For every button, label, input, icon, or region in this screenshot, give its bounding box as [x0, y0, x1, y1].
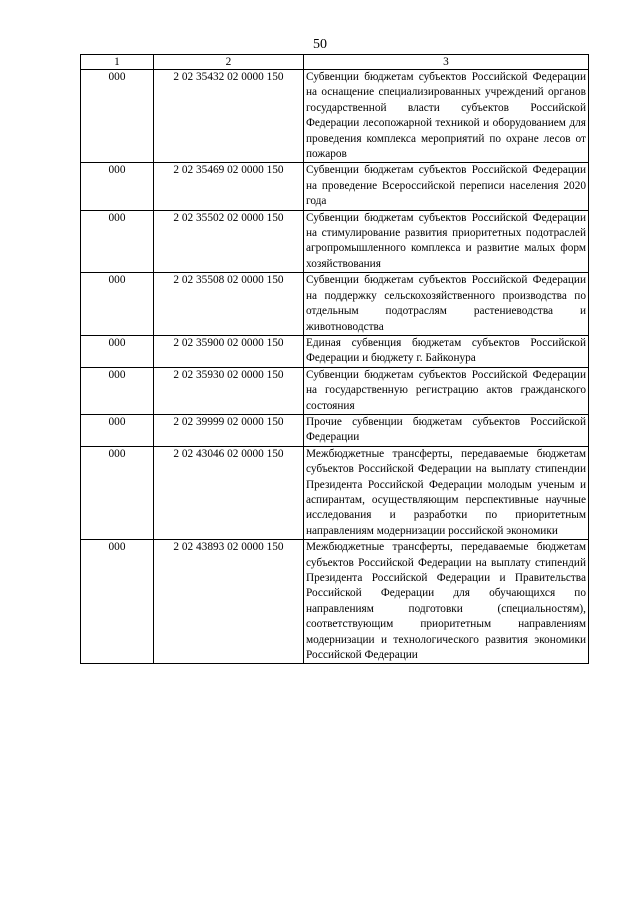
revenue-name-cell: Субвенции бюджетам субъектов Российской Федерации на стимулирование развития приоритетных подотраслей агропромышленного комплекса и развитие малых форм хозяйствования [304, 210, 589, 273]
table-row [81, 163, 589, 210]
admin-code-cell: 000 [81, 446, 154, 539]
budget-code-cell: 2 02 39999 02 0000 150 [154, 414, 304, 446]
budget-code-cell: 2 02 35900 02 0000 150 [154, 335, 304, 367]
budget-code-cell: 2 02 35469 02 0000 150 [154, 163, 304, 210]
revenue-name-cell: Межбюджетные трансферты, передаваемые бюджетам субъектов Российской Федерации на выплату стипендии Президента Российской Федерации молодым ученым и аспирантам, осуществляющим перспективные научные исследования и разработки по приоритетным направлениям модернизации российской экономики [304, 446, 589, 539]
table-body [81, 70, 589, 664]
table-row [81, 210, 589, 273]
header-row [81, 55, 589, 70]
admin-code-cell: 000 [81, 210, 154, 273]
revenue-name-cell: Субвенции бюджетам субъектов Российской Федерации на проведение Всероссийской переписи населения 2020 года [304, 163, 589, 210]
revenue-name-cell: Субвенции бюджетам субъектов Российской Федерации на оснащение специализированных учреждений органов государственной власти субъектов Российской Федерации лесопожарной техникой и оборудованием для проведения комплекса мероприятий по охране лесов от пожаров [304, 70, 589, 163]
header-col-3: 3 [304, 55, 589, 70]
budget-code-cell: 2 02 43893 02 0000 150 [154, 540, 304, 664]
admin-code-cell: 000 [81, 163, 154, 210]
header-col-2: 2 [154, 55, 304, 70]
revenue-name-cell: Субвенции бюджетам субъектов Российской Федерации на поддержку сельскохозяйственного производства по отдельным подотраслям растениеводства и животноводства [304, 273, 589, 336]
revenue-name-cell: Единая субвенция бюджетам субъектов Российской Федерации и бюджету г. Байконура [304, 335, 589, 367]
revenue-name-cell: Субвенции бюджетам субъектов Российской Федерации на государственную регистрацию актов гражданского состояния [304, 367, 589, 414]
admin-code-cell: 000 [81, 367, 154, 414]
budget-codes-table [80, 54, 589, 664]
page-number: 50 [313, 37, 327, 52]
budget-code-cell: 2 02 35930 02 0000 150 [154, 367, 304, 414]
table-row [81, 335, 589, 367]
admin-code-cell: 000 [81, 273, 154, 336]
admin-code-cell: 000 [81, 335, 154, 367]
table-row [81, 273, 589, 336]
table-header [81, 55, 589, 70]
admin-code-cell: 000 [81, 540, 154, 664]
admin-code-cell: 000 [81, 414, 154, 446]
admin-code-cell: 000 [81, 70, 154, 163]
budget-code-cell: 2 02 35508 02 0000 150 [154, 273, 304, 336]
header-col-1: 1 [81, 55, 154, 70]
budget-code-cell: 2 02 35502 02 0000 150 [154, 210, 304, 273]
table-row [81, 414, 589, 446]
revenue-name-cell: Прочие субвенции бюджетам субъектов Российской Федерации [304, 414, 589, 446]
budget-code-cell: 2 02 35432 02 0000 150 [154, 70, 304, 163]
revenue-name-cell: Межбюджетные трансферты, передаваемые бюджетам субъектов Российской Федерации на выплату стипендий Президента Российской Федерации и Правительства Российской Федерации для обучающихся по направлениям подготовки (специальностям), соответствующим приоритетным направлениям модернизации и технологического развития экономики Российской Федерации [304, 540, 589, 664]
table-row [81, 367, 589, 414]
table-row [81, 446, 589, 539]
table-row [81, 70, 589, 163]
budget-code-cell: 2 02 43046 02 0000 150 [154, 446, 304, 539]
table-row [81, 540, 589, 664]
